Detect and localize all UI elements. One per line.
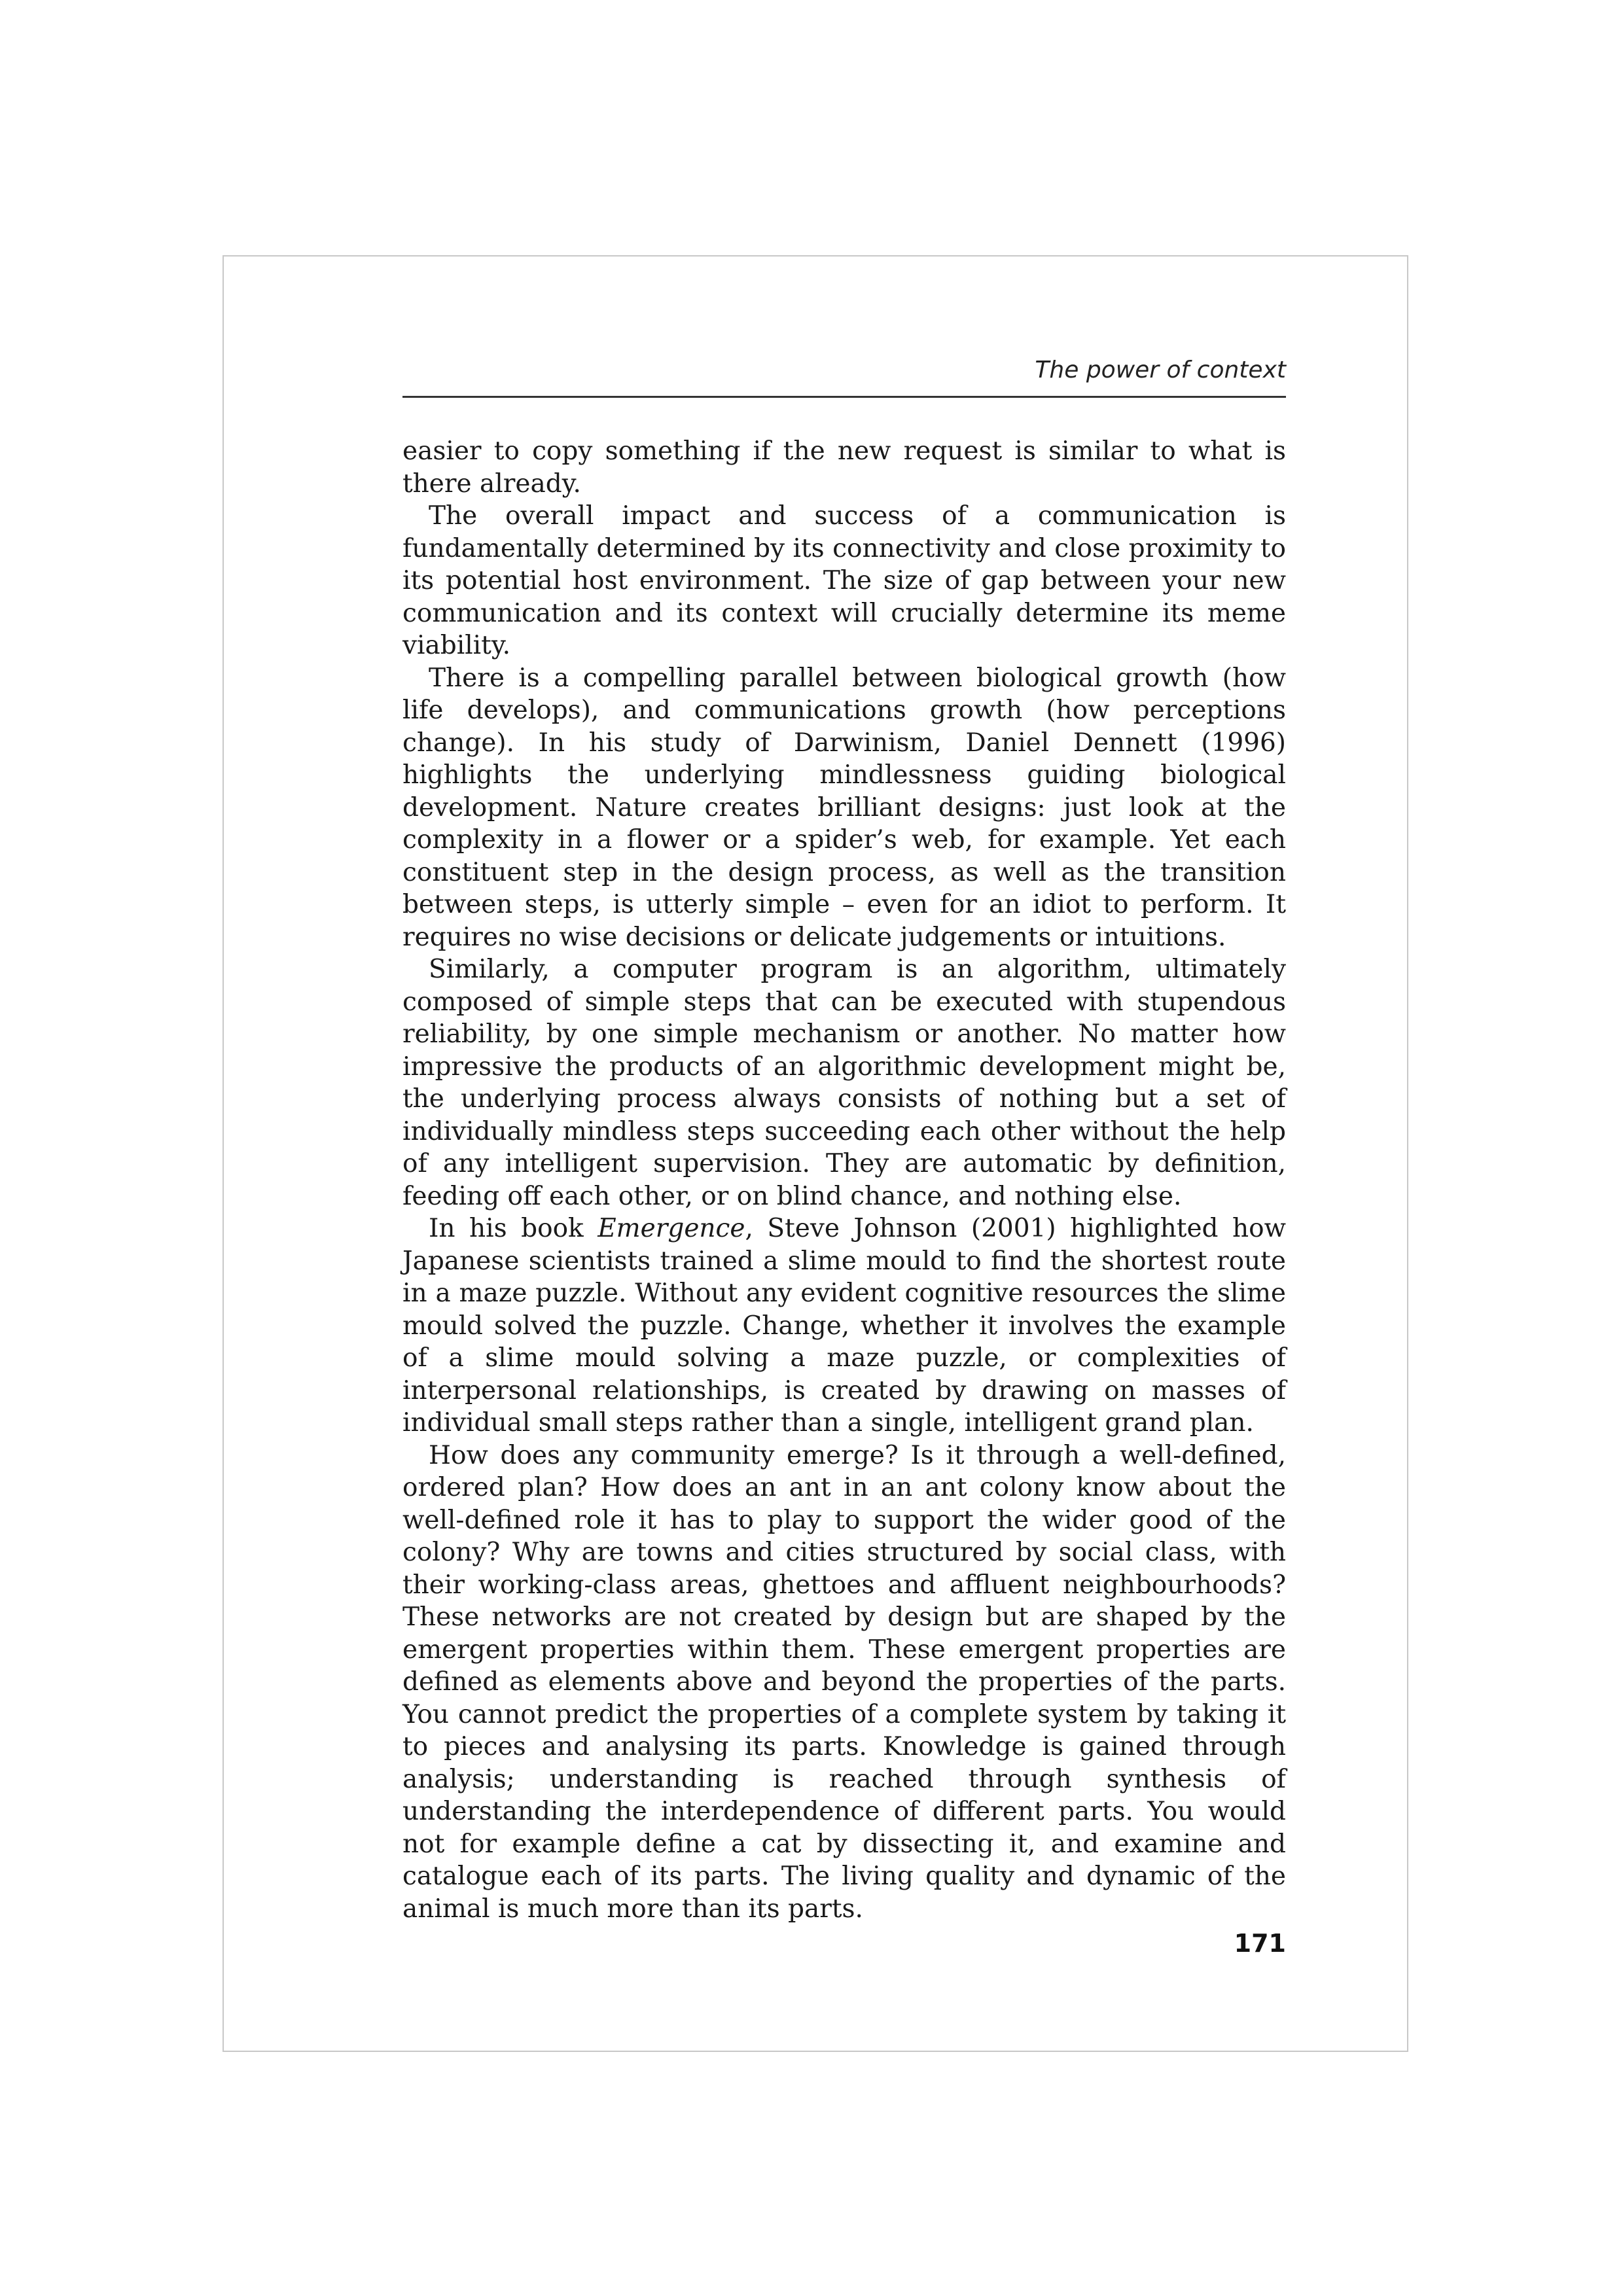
page-number: 171: [1234, 1929, 1286, 1958]
paragraph-2: The overall impact and success of a communication is fundamentally determined by its connectivity and close proximity to its potential host environment. The size of gap between your new communication and its context will crucially determine its meme viability.: [402, 501, 1286, 660]
book-title: Emergence: [597, 1214, 745, 1243]
paragraph-1: easier to copy something if the new request is similar to what is there already.: [402, 436, 1286, 499]
paragraph-3: There is a compelling parallel between biological growth (how life develops), and communications growth (how perceptions change). In his study of Darwinism, Daniel Dennett (1996) highlights the underlying mindlessness guiding biological development. Nature creates brilliant designs: just look at the complexity in a flower or a spider’s web, for example. Yet each constituent step in the design process, as well as the transition between steps, is utterly simple – even for an idiot to perform. It requires no wise decisions or delicate judgements or intuitions.: [402, 663, 1286, 952]
paragraph-6: How does any community emerge? Is it through a well-defined, ordered plan? How does an ant in an ant colony know about the well-defined role it has to play to support the wider good of the colony? Why are towns and cities structured by social class, with their working-class areas, ghettoes and affluent neighbourhoods? These networks are not created by design but are shaped by the emergent properties within them. These emergent properties are defined as elements above and beyond the properties of the parts. You cannot predict the properties of a complete system by taking it to pieces and analysing its parts. Knowledge is gained through analysis; understanding is reached through synthesis of understanding the interdependence of different parts. You would not for example define a cat by dissecting it, and examine and catalogue each of its parts. The living quality and dynamic of the animal is much more than its parts.: [402, 1440, 1286, 1924]
paragraph-4: Similarly, a computer program is an algorithm, ultimately composed of simple steps that can be executed with stupendous reliability, by one simple mechanism or another. No matter how impressive the products of an algorithmic development might be, the underlying process always consists of nothing but a set of individually mindless steps succeeding each other without the help of any intelligent supervision. They are automatic by definition, feeding off each other, or on blind chance, and nothing else.: [402, 955, 1286, 1211]
paragraph-5: [402, 1212, 1286, 1439]
body-text: [402, 435, 1286, 1925]
paragraph-5-lead: In his book: [429, 1214, 598, 1243]
running-head: The power of context: [1035, 357, 1286, 383]
paragraph-5-rest: , Steve Johnson (2001) highlighted how Japanese scientists trained a slime mould to find the shortest route in a maze puzzle. Without any evident cognitive resources the slime mould solved the puzzle. Change, whether it involves the example of a slime mould solving a maze puzzle, or complexities of interpersonal relationships, is created by drawing on masses of individual small steps rather than a single, intelligent grand plan.: [402, 1214, 1286, 1438]
header-rule: [402, 396, 1286, 398]
